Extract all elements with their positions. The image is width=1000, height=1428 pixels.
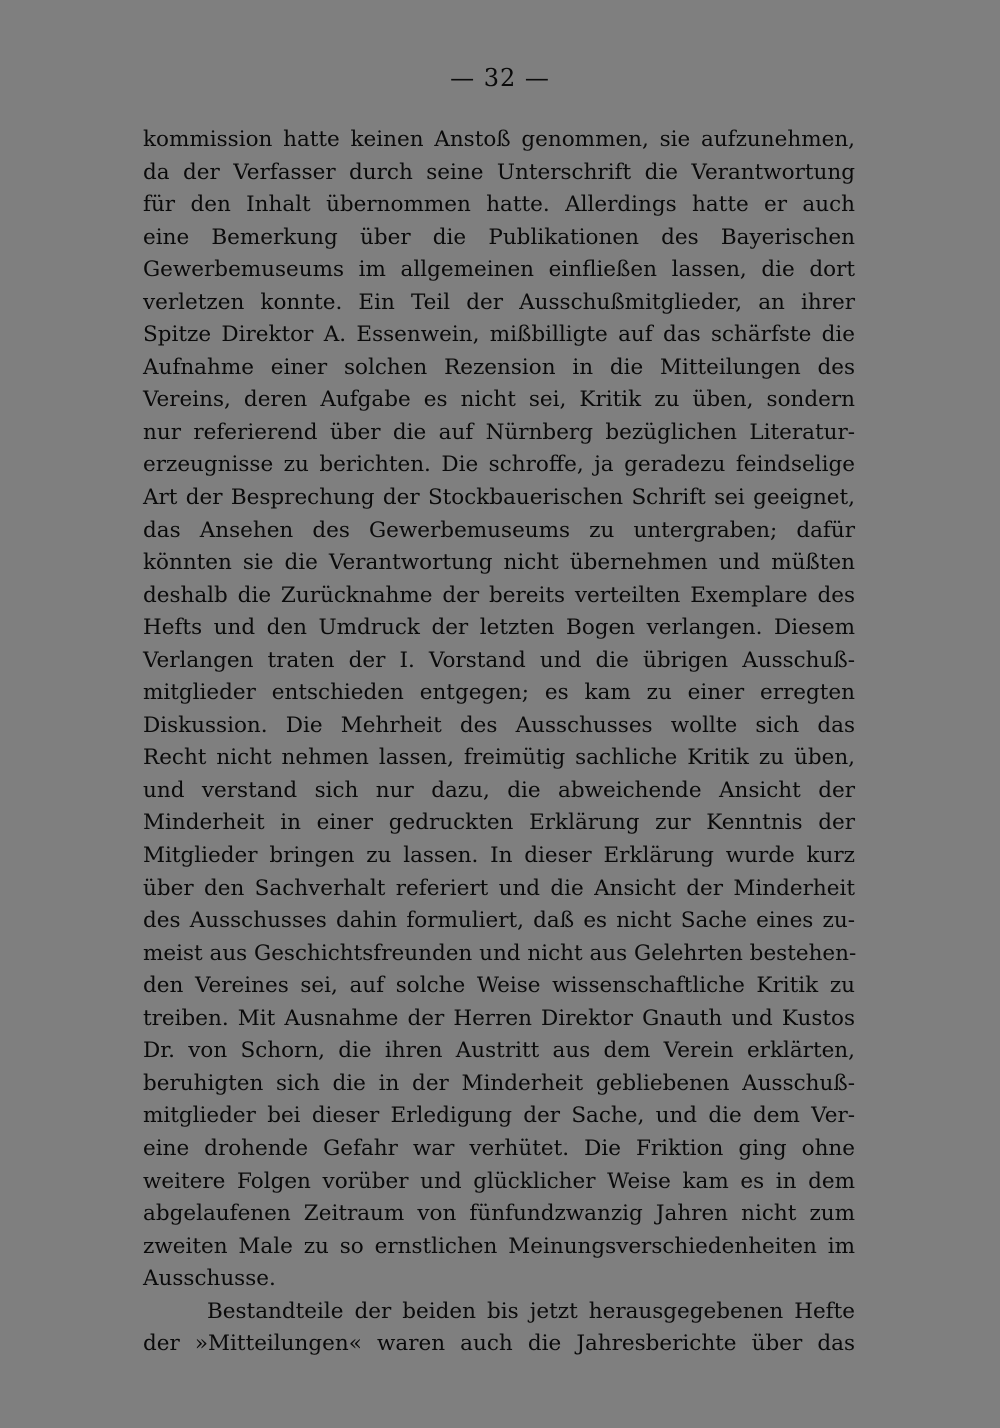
text-line: Bestandteile der beiden bis jetzt herausgegebenen Hefte	[207, 1298, 855, 1324]
text-line: eine Bemerkung über die Publikationen des Bayerischen	[143, 224, 855, 250]
text-line: Hefts und den Umdruck der letzten Bogen verlangen. Diesem	[143, 615, 855, 641]
text-line: des Ausschusses dahin formuliert, daß es nicht Sache eines zu-	[143, 908, 855, 934]
text-line: erzeugnisse zu berichten. Die schroffe, ja geradezu feindselige	[143, 452, 855, 478]
text-line: Gewerbemuseums im allgemeinen einfließen lassen, die dort	[143, 257, 855, 283]
text-line: Minderheit in einer gedruckten Erklärung zur Kenntnis der	[143, 810, 855, 836]
text-line: meist aus Geschichtsfreunden und nicht aus Gelehrten bestehen-	[143, 940, 857, 966]
text-line: da der Verfasser durch seine Unterschrift die Verantwortung	[143, 159, 855, 185]
text-line: Dr. von Schorn, die ihren Austritt aus dem Verein erklärten,	[143, 1038, 855, 1064]
text-line: verletzen konnte. Ein Teil der Ausschußmitglieder, an ihrer	[143, 289, 855, 315]
paragraph-1	[143, 124, 855, 1296]
text-line: für den Inhalt übernommen hatte. Allerdings hatte er auch	[143, 192, 855, 218]
text-line: Spitze Direktor A. Essenwein, mißbilligte auf das schärfste die	[143, 322, 855, 348]
text-line: Art der Besprechung der Stockbauerischen Schrift sei geeignet,	[143, 485, 855, 511]
text-line: Aufnahme einer solchen Rezension in die Mitteilungen des	[143, 354, 855, 380]
page-number: — 32 —	[450, 64, 550, 92]
text-line: nur referierend über die auf Nürnberg bezüglichen Literatur-	[143, 419, 855, 445]
text-line: Recht nicht nehmen lassen, freimütig sachliche Kritik zu üben,	[143, 745, 855, 771]
text-line: Vereins, deren Aufgabe es nicht sei, Kritik zu üben, sondern	[143, 387, 855, 413]
text-line: über den Sachverhalt referiert und die Ansicht der Minderheit	[143, 875, 855, 901]
text-line: weitere Folgen vorüber und glücklicher Weise kam es in dem	[143, 1168, 855, 1194]
text-line: abgelaufenen Zeitraum von fünfundzwanzig Jahren nicht zum	[143, 1201, 855, 1227]
text-line: Ausschusse.	[143, 1266, 276, 1292]
text-line: könnten sie die Verantwortung nicht übernehmen und müßten	[143, 550, 855, 576]
text-line: deshalb die Zurücknahme der bereits verteilten Exemplare des	[143, 582, 855, 608]
text-line: das Ansehen des Gewerbemuseums zu untergraben; dafür	[143, 517, 855, 543]
text-line: zweiten Male zu so ernstlichen Meinungsverschiedenheiten im	[143, 1233, 855, 1259]
text-line: eine drohende Gefahr war verhütet. Die Friktion ging ohne	[143, 1135, 855, 1161]
text-line: mitglieder bei dieser Erledigung der Sache, und die dem Ver-	[143, 1103, 855, 1129]
text-line: kommission hatte keinen Anstoß genommen, sie aufzunehmen,	[143, 127, 855, 152]
text-line: treiben. Mit Ausnahme der Herren Direktor Gnauth und Kustos	[143, 1005, 855, 1031]
text-line: beruhigten sich die in der Minderheit gebliebenen Ausschuß-	[143, 1070, 855, 1096]
text-line: Verlangen traten der I. Vorstand und die übrigen Ausschuß-	[143, 647, 855, 673]
text-line: und verstand sich nur dazu, die abweichende Ansicht der	[143, 777, 855, 803]
text-line: der »Mitteilungen« waren auch die Jahresberichte über das	[143, 1331, 855, 1357]
text-line: den Vereines sei, auf solche Weise wissenschaftliche Kritik zu	[143, 973, 855, 999]
body-text	[143, 124, 855, 1361]
text-line: mitglieder entschieden entgegen; es kam zu einer erregten	[143, 680, 855, 706]
paragraph-2	[143, 1296, 855, 1361]
text-line: Mitglieder bringen zu lassen. In dieser Erklärung wurde kurz	[143, 843, 855, 869]
text-line: Diskussion. Die Mehrheit des Ausschusses wollte sich das	[143, 712, 855, 738]
